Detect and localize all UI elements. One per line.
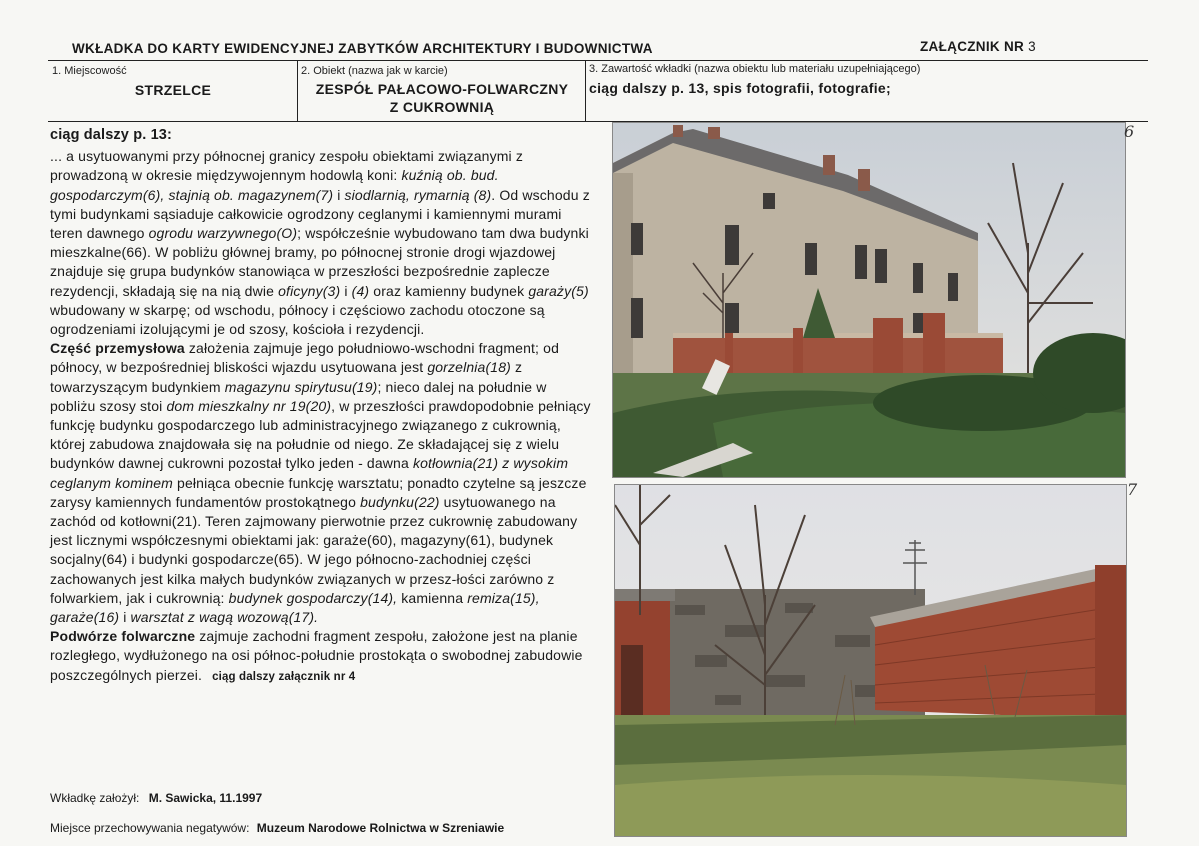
attachment-prefix: ZAŁĄCZNIK NR bbox=[920, 39, 1025, 54]
content-value: ciąg dalszy p. 13, spis fotografii, fotografie; bbox=[589, 80, 891, 96]
created-by-label: Wkładkę założył: bbox=[50, 791, 140, 805]
header-top-rule bbox=[48, 60, 1148, 61]
text-run-italic: warsztat z wagą wozową(17). bbox=[130, 609, 319, 626]
text-run-italic: kotłownia(21) z wysokim ceglanym kominem bbox=[50, 455, 569, 491]
text-run-italic: garaży(5) bbox=[528, 282, 589, 299]
text-run: ; nieco dalej na południe w pobliżu szosy stoi bbox=[50, 378, 547, 414]
text-run-italic: gorzelnia(18) bbox=[427, 359, 511, 376]
text-run-italic: budynku(22) bbox=[360, 493, 440, 510]
storage-label: Miejsce przechowywania negatywów: bbox=[50, 821, 250, 835]
attachment-number: 3 bbox=[1028, 39, 1036, 54]
created-by-value: M. Sawicka, 11.1997 bbox=[148, 791, 263, 805]
palace-photo-image bbox=[613, 123, 1125, 477]
continuation-note: ciąg dalszy załącznik nr 4 bbox=[212, 670, 356, 683]
text-run-italic: magazynu spirytusu(19) bbox=[224, 378, 378, 395]
text-run: . Od wschodu z tymi budynkami sąsiaduje całkowicie ogrodzony ceglanymi i kamiennymi murami teren dawnego bbox=[50, 186, 590, 242]
text-run: i bbox=[340, 282, 352, 299]
photo-number-6: 6 bbox=[1124, 122, 1135, 141]
text-run-italic: budynek gospodarczy(14), bbox=[228, 589, 398, 606]
document-title: WKŁADKA DO KARTY EWIDENCYJNEJ ZABYTKÓW ARCHITEKTURY I BUDOWNICTWA bbox=[72, 41, 653, 56]
text-run-italic: ogrodu warzywnego(O) bbox=[148, 225, 298, 242]
section-label-farmyard: Podwórze folwarczne bbox=[50, 628, 196, 645]
photo-number-7: 7 bbox=[1127, 480, 1138, 499]
text-run: pełniąca obecnie funkcję warsztatu; ponadto czytelne są jeszcze zarysy kamiennych fundamentów prostokątnego bbox=[50, 474, 587, 510]
locality-label: 1. Miejscowość bbox=[52, 65, 127, 77]
brick-wall-garden-photo bbox=[614, 484, 1127, 837]
text-run-italic: oficyny(3) bbox=[278, 282, 341, 299]
text-run: usytuowanego na zachód od kotłowni(21). Teren zajmowany pierwotnie przez cukrownię zabudowany jest licznymi współczesnymi obiektami jak: garaże(60), magazyny(61), budynek socjalny(64) i budynki gospodarcze(65). W jego północno-zachodniej części zachowanych jest kilka małych budynków związanych w przesz-łości zarówno z folwarkiem, jak i cukrownią: bbox=[50, 493, 578, 606]
text-run: kamienna bbox=[397, 589, 468, 606]
text-run: wbudowany w skarpę; od wschodu, północy i częściowo zachodu otoczone są ogrodzeniami izolującymi je od szosy, kościoła i rezydencji. bbox=[50, 301, 545, 338]
attachment-label bbox=[920, 39, 1036, 54]
object-value-line1: ZESPÓŁ PAŁACOWO-FOLWARCZNY bbox=[315, 81, 569, 97]
palace-building-photo bbox=[612, 122, 1126, 478]
text-run: założenia zajmuje jego południowo-wschodni fragment; od północy, w bezpośredniej bliskości wjazdu usytuowana jest bbox=[50, 340, 560, 376]
text-run: oraz kamienny budynek bbox=[369, 282, 529, 299]
text-run: zajmuje zachodni fragment zespołu, założone jest na planie rozległego, wydłużonego na osi północ-południe prostokąta o swobodnej zabudowie poszczególnych pierzei. bbox=[50, 628, 583, 683]
paragraph-residence bbox=[50, 147, 592, 339]
locality-value: STRZELCE bbox=[134, 82, 212, 98]
text-run: ... a usytuowanymi przy północnej granicy zespołu obiektami związanymi z prowadzoną w okresie międzywojennym hodowlą koni: bbox=[50, 148, 524, 184]
continuation-heading: ciąg dalszy p. 13: bbox=[50, 127, 172, 143]
storage-value: Muzeum Narodowe Rolnictwa w Szreniawie bbox=[256, 821, 505, 835]
paragraph-industrial bbox=[50, 339, 592, 627]
created-by-line bbox=[50, 791, 262, 805]
text-run-italic: kuźnią ob. bud. gospodarczym(6), stajnią ob. magazynem(7) bbox=[50, 167, 499, 203]
wall-photo-image bbox=[615, 485, 1126, 836]
text-run-italic: dom mieszkalny nr 19(20) bbox=[166, 397, 332, 414]
negatives-storage-line bbox=[50, 821, 504, 835]
section-label-industrial: Część przemysłowa bbox=[50, 340, 185, 357]
text-run: i bbox=[333, 186, 345, 203]
text-run-italic: remiza(15), garaże(16) bbox=[50, 589, 540, 626]
text-run: ; współcześnie wybudowano tam dwa budynki mieszkalne(66). W pobliżu głównej bramy, po północnej stronie drogi wjazdowej znajduje się grupa budynków stanowiąca w przeszłości bezpośrednie zaplecze rezydencji, składają się na nią dwie bbox=[50, 225, 589, 299]
object-value-line2: Z CUKROWNIĄ bbox=[389, 99, 495, 115]
text-run: z towarzyszącym budynkiem bbox=[50, 359, 523, 395]
content-label: 3. Zawartość wkładki (nazwa obiektu lub materiału uzupełniającego) bbox=[589, 63, 921, 75]
text-run-italic: siodlarnią, rymarnią (8) bbox=[344, 186, 492, 203]
text-run: i bbox=[119, 609, 131, 626]
text-run-italic: (4) bbox=[351, 282, 370, 299]
description-text bbox=[50, 126, 592, 687]
text-run: , w przeszłości prawdopodobnie pełniący funkcję budynku gospodarczego lub administracyjnego związanego z cukrownią, której zabudowa znajdowała się na południe od niego. Ze składającej się z wielu budynków dawnej cukrowni pozostał tylko jeden - dawna bbox=[50, 397, 591, 472]
paragraph-farmyard bbox=[50, 627, 592, 687]
object-label: 2. Obiekt (nazwa jak w karcie) bbox=[301, 65, 448, 77]
